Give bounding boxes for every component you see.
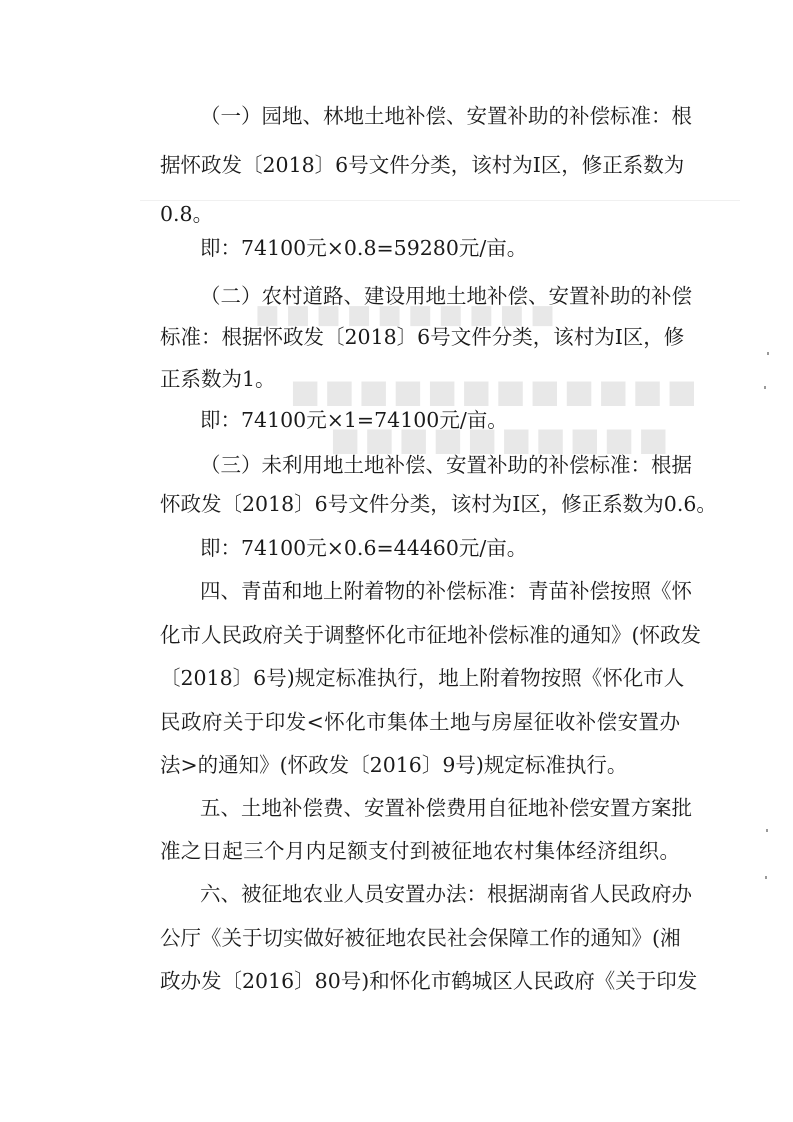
bleed-through-text: ■■■■■■■■■■ xyxy=(330,420,673,458)
scan-speck xyxy=(767,352,769,355)
paragraph-line: 0.8。 xyxy=(160,202,214,226)
scan-speck xyxy=(766,829,768,832)
formula-line: 即：74100元×0.6=44460元/亩。 xyxy=(200,536,528,560)
paragraph-line: （三）未利用地土地补偿、安置补助的补偿标准：根据 xyxy=(200,453,692,477)
paragraph-line: 六、被征地农业人员安置办法：根据湖南省人民政府办 xyxy=(200,882,692,906)
paragraph-line: 化市人民政府关于调整怀化市征地补偿标准的通知》(怀政发 xyxy=(160,623,701,647)
paragraph-line: 标准：根据怀政发〔2018〕6号文件分类，该村为Ⅰ区，修 xyxy=(160,325,685,349)
paragraph-line: 正系数为1。 xyxy=(160,367,276,391)
bleed-through-text: ■■■■■■■■■■ xyxy=(255,300,561,330)
paragraph-line: 怀政发〔2018〕6号文件分类，该村为Ⅰ区，修正系数为0.6。 xyxy=(160,492,717,516)
paragraph-line: 民政府关于印发<怀化市集体土地与房屋征收补偿安置办 xyxy=(160,710,680,734)
formula-line: 即：74100元×0.8=59280元/亩。 xyxy=(200,236,528,260)
paragraph-line: 公厅《关于切实做好被征地农民社会保障工作的通知》(湘 xyxy=(160,926,681,950)
paragraph-line: 五、土地补偿费、安置补偿费用自征地补偿安置方案批 xyxy=(200,796,692,820)
paragraph-line: 准之日起三个月内足额支付到被征地农村集体经济组织。 xyxy=(160,839,680,863)
paragraph-line: 法>的通知》(怀政发〔2016〕9号)规定标准执行。 xyxy=(160,753,628,777)
paragraph-line: 〔2018〕6号)规定标准执行，地上附着物按照《怀化市人 xyxy=(160,666,685,690)
paragraph-line: 四、青苗和地上附着物的补偿标准：青苗补偿按照《怀 xyxy=(200,579,692,603)
paragraph-line: （一）园地、林地土地补偿、安置补助的补偿标准：根 xyxy=(200,104,692,128)
paragraph-line: （二）农村道路、建设用地土地补偿、安置补助的补偿 xyxy=(200,284,692,308)
scan-speck xyxy=(765,876,767,879)
paragraph-line: 政办发〔2016〕80号)和怀化市鹤城区人民政府《关于印发 xyxy=(160,969,698,993)
bleed-through-text: ■■■■■■■■■■■■ xyxy=(290,372,701,410)
formula-line: 即：74100元×1=74100元/亩。 xyxy=(200,408,508,432)
bleed-through-rule xyxy=(140,200,740,201)
paragraph-line: 据怀政发〔2018〕6号文件分类，该村为Ⅰ区，修正系数为 xyxy=(160,153,685,177)
scan-speck xyxy=(764,386,766,389)
